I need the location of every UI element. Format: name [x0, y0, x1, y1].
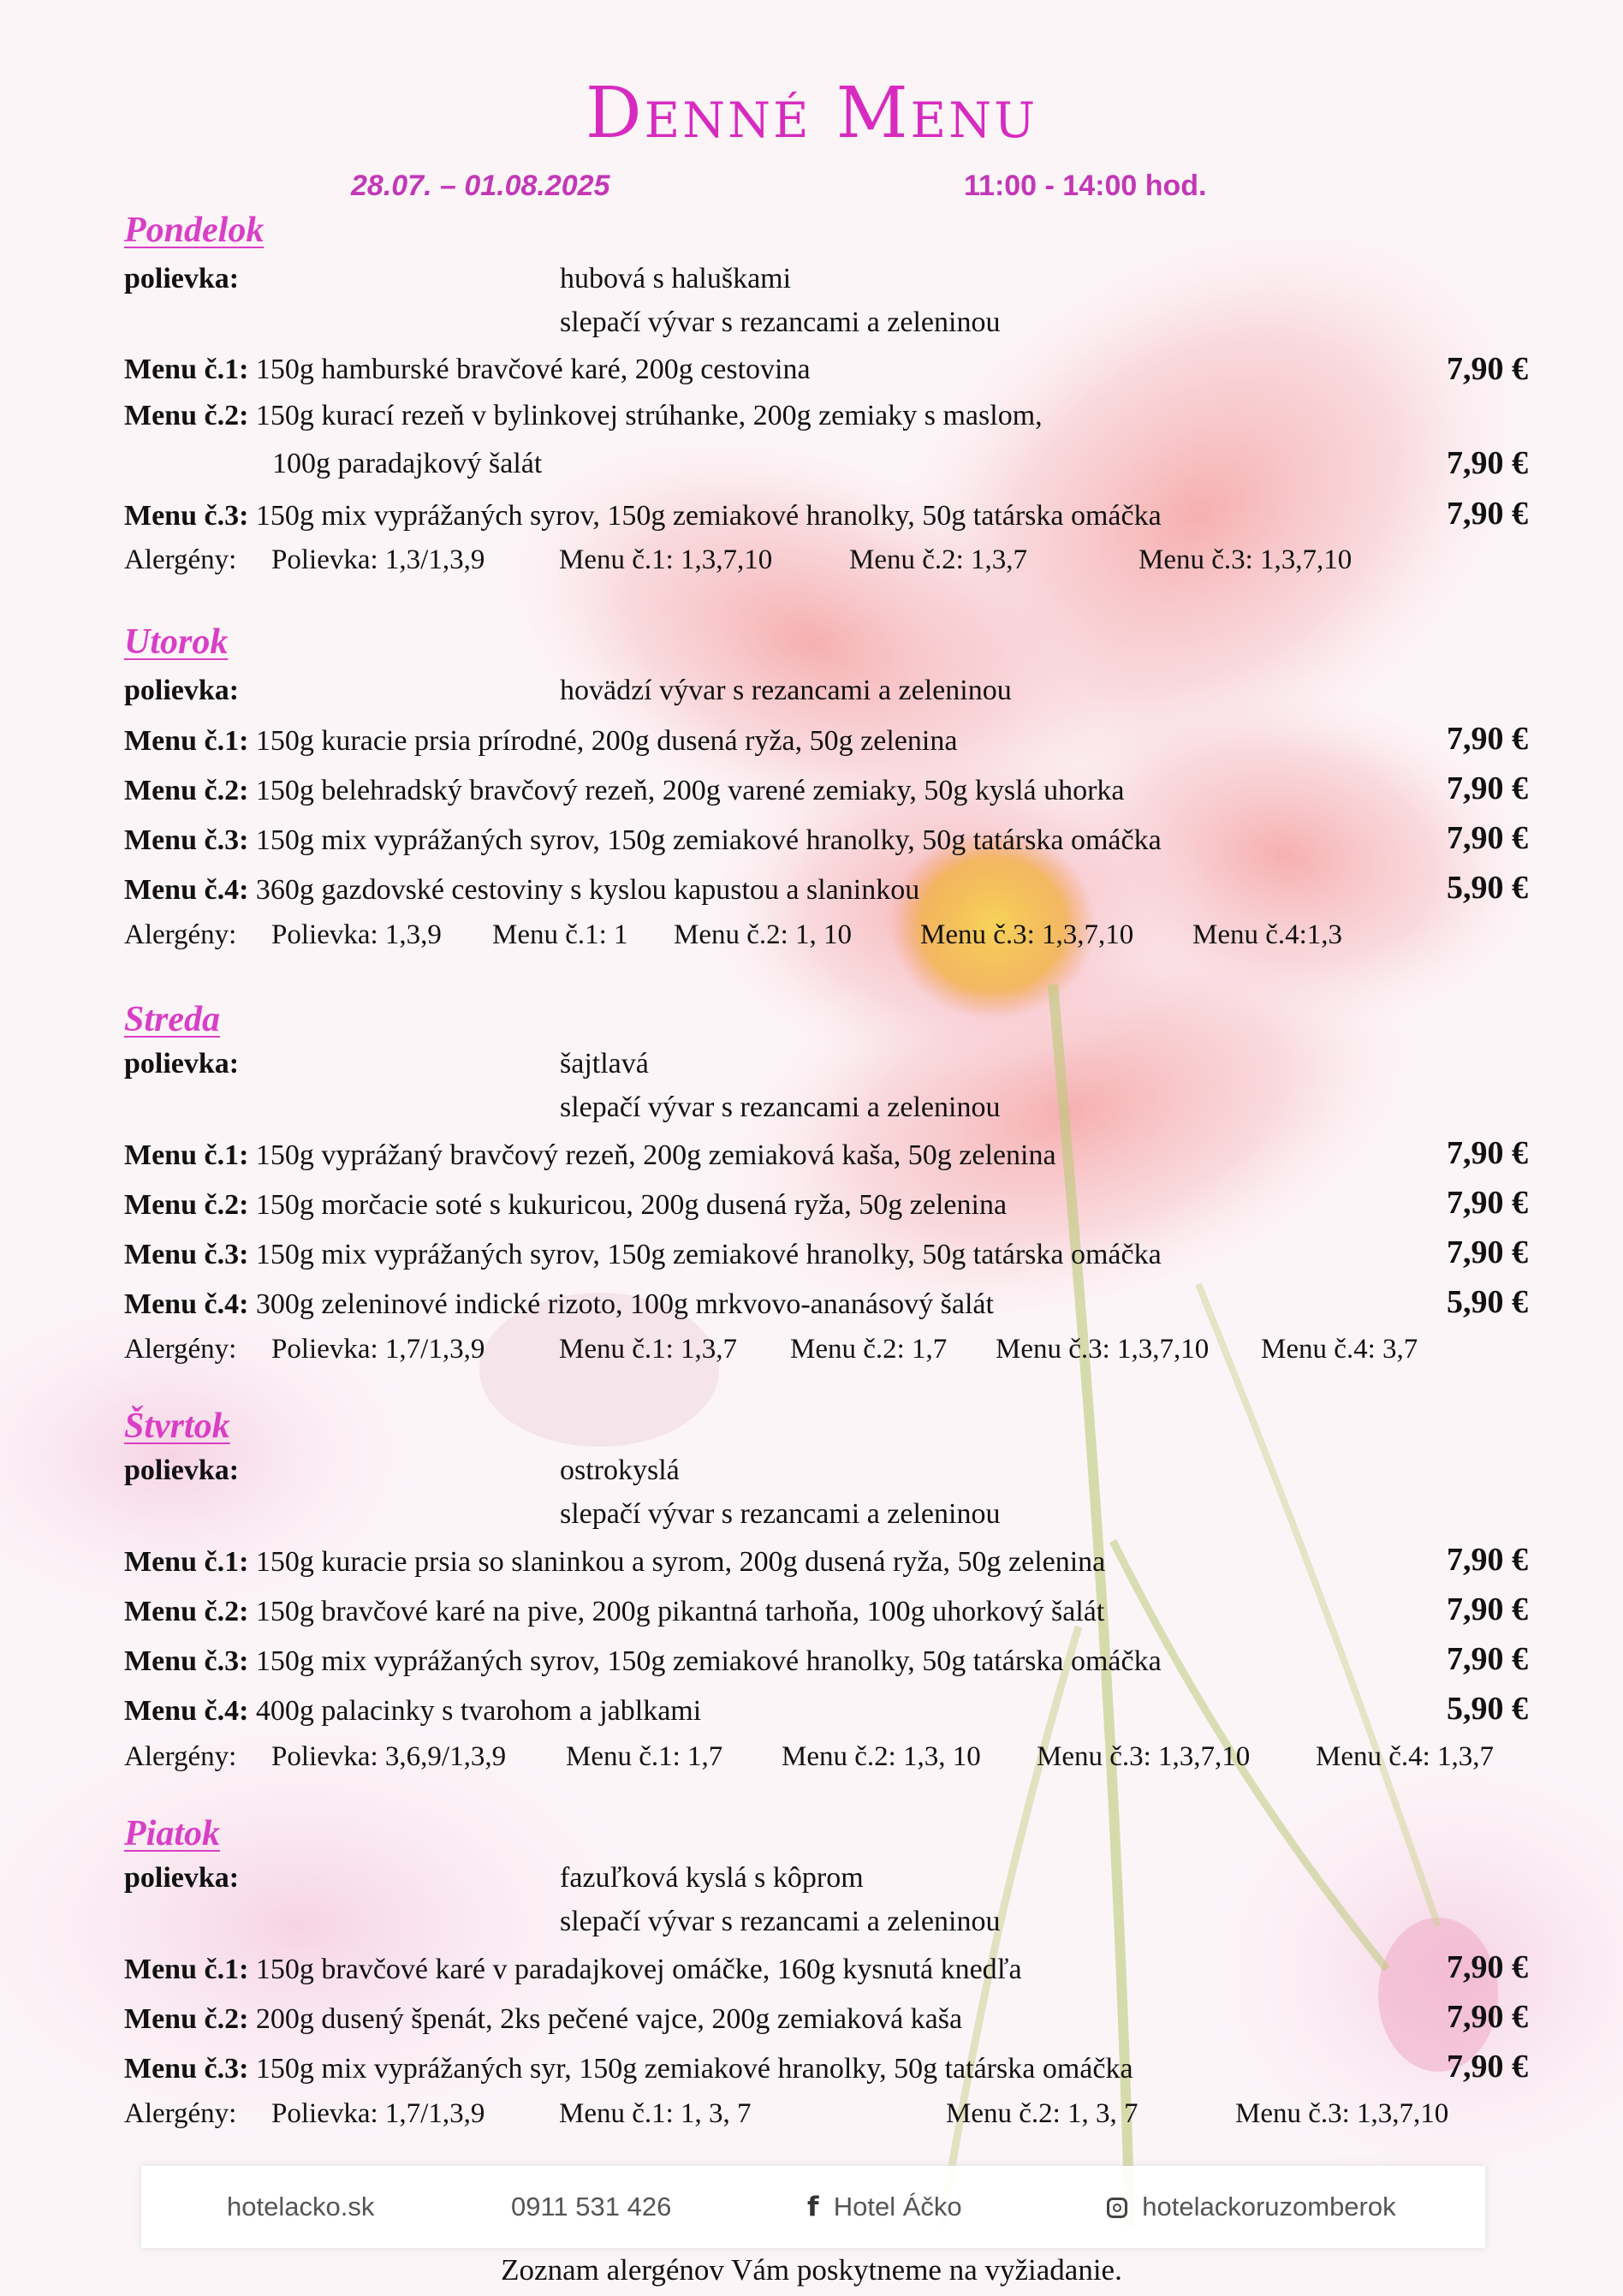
menu-item: Menu č.3: 150g mix vyprážaných syr, 150g zemiakové hranolky, 50g tatárska omáčka	[124, 2053, 1133, 2085]
menu-item-continuation: 100g paradajkový šalát	[272, 448, 543, 479]
day-heading-piatok: Piatok	[124, 1814, 220, 1853]
soup-item: slepačí vývar s rezancami a zeleninou	[560, 1498, 1001, 1530]
soup-label: polievka:	[124, 263, 240, 294]
menu-price: 7,90 €	[1447, 770, 1528, 806]
phone-number[interactable]: 0911 531 426	[511, 2192, 672, 2222]
menu-price: 5,90 €	[1447, 1691, 1528, 1727]
soup-item: slepačí vývar s rezancami a zeleninou	[560, 1091, 1001, 1123]
menu-price: 7,90 €	[1447, 1542, 1528, 1578]
menu-item: Menu č.2: 200g dusený špenát, 2ks pečené vajce, 200g zemiaková kaša	[124, 2003, 963, 2035]
menu-price: 7,90 €	[1447, 820, 1528, 856]
day-heading-pondelok: Pondelok	[124, 211, 265, 250]
page-title: Denné Menu	[585, 73, 1038, 154]
menu-item: Menu č.3: 150g mix vyprážaných syrov, 150g zemiakové hranolky, 50g tatárska omáčka	[124, 500, 1162, 532]
menu-price: 7,90 €	[1447, 721, 1528, 757]
facebook-label: Hotel Áčko	[833, 2192, 962, 2222]
menu-price: 7,90 €	[1447, 351, 1528, 387]
instagram-label: hotelackoruzomberok	[1142, 2192, 1396, 2222]
allergen-note: Zoznam alergénov Vám poskytneme na vyžiadanie.	[501, 2253, 1122, 2287]
menu-item: Menu č.1: 150g kuracie prsia prírodné, 200g dusená ryža, 50g zelenina	[124, 725, 958, 757]
menu-item: Menu č.3: 150g mix vyprážaných syrov, 150g zemiakové hranolky, 50g tatárska omáčka	[124, 824, 1162, 856]
menu-price: 7,90 €	[1447, 1185, 1528, 1221]
menu-item: Menu č.2: 150g belehradský bravčový rezeň, 200g varené zemiaky, 50g kyslá uhorka	[124, 775, 1125, 806]
day-heading-stvrtok: Štvrtok	[124, 1407, 230, 1446]
soup-item: slepačí vývar s rezancami a zeleninou	[560, 306, 1001, 338]
menu-item: Menu č.3: 150g mix vyprážaných syrov, 150g zemiakové hranolky, 50g tatárska omáčka	[124, 1239, 1162, 1270]
menu-price: 7,90 €	[1447, 1234, 1528, 1270]
menu-item: Menu č.4: 360g gazdovské cestoviny s kyslou kapustou a slaninkou	[124, 874, 920, 906]
soup-label: polievka:	[124, 1454, 240, 1486]
menu-page: Denné Menu 28.07. – 01.08.2025 11:00 - 14:00 hod. Pondelok polievka: hubová s haluškami slepačí vývar s rezancami a zeleninou Menu č.1: 150g hamburské bravčové karé, 200g cestovina 7,90 € Menu č.2: 150g kurací rezeň v bylinkovej strúhanke, 200g zemiaky s maslom, 100g paradajkový šalát 7,90 € Menu č.3: 150g mix vyprážaných syrov, 150g zemiakové hranolky, 50g tatárska omáčka 7,90 € Alergény: Polievka: 1,3/1,3,9 Menu č.1: 1,3,7,10 Menu č.2: 1,3,7 Menu č.3: 1,3,7,10 Utorok polievka: hovädzí vývar s rezancami a zeleninou Menu č.1: 150g kuracie prsia prírodné, 200g dusená ryža, 50g zelenina 7,90 € Menu č.2: 150g belehradský bravčový rezeň, 200g varené zemiaky, 50g kyslá uhorka 7,90 € Menu č.3: 150g mix vyprážaných syrov, 150g zemiakové hranolky, 50g tatárska omáčka 7,90 € Menu č.4: 360g gazdovské cestoviny s kyslou kapustou a slaninkou 5,90 € Alergény: Polievka: 1,3,9 Menu č.1: 1 Menu č.2: 1, 10 Menu č.3: 1,3,7,10 Menu č.4:1,3 Streda polievka: šajtlavá slepačí vývar s rezancami a zeleninou Menu č.1: 150g vyprážaný bravčový rezeň, 200g zemiaková kaša, 50g zelenina 7,90 € Menu č.2: 150g morčacie soté s kukuricou, 200g dusená ryža, 50g zelenina 7,90 € Menu č.3: 150g mix vyprážaných syrov, 150g zemiakové hranolky, 50g tatárska omáčka 7,90 € Menu č.4: 300g zeleninové indické rizoto, 100g mrkvovo-ananásový šalát 5,90 € Alergény: Polievka: 1,7/1,3,9 Menu č.1: 1,3,7 Menu č.2: 1,7 Menu č.3: 1,3,7,10 Menu č.4: 3,7 Štvrtok polievka: ostrokyslá slepačí vývar s rezancami a zeleninou Menu č.1: 150g kuracie prsia so slaninkou a syrom, 200g dusená ryža, 50g zelenina 7,90 € Menu č.2: 150g bravčové karé na pive, 200g pikantná tarhoňa, 100g uhorkový šalát 7,90 € Menu č.3: 150g mix vyprážaných syrov, 150g zemiakové hranolky, 50g tatárska omáčka 7,90 € Menu č.4: 400g palacinky s tvarohom a jablkami 5,90 € Alergény: Polievka: 3,6,9/1,3,9 Menu č.1: 1,7 Menu č.2: 1,3, 10 Menu č.3: 1,3,7,10 Menu č.4: 1,3,7 Piatok polievka: fazuľková kyslá s kôprom slepačí vývar s rezancami a zeleninou Menu č.1: 150g bravčové karé v paradajkovej omáčke, 160g kysnutá knedľa 7,90 € Menu č.2: 200g dusený špenát, 2ks pečené vajce, 200g zemiaková kaša 7,90 € Menu č.3: 150g mix vyprážaných syr, 150g zemiakové hranolky, 50g tatárska omáčka 7,90 € Alergény: Polievka: 1,7/1,3,9 Menu č.1: 1, 3, 7 Menu č.2: 1, 3, 7 Menu č.3: 1,3,7,10 hotelacko.sk 0911 531 426 f Hotel Áčko hotelackoruzomberok Zoznam alergénov Vám poskytneme na vyžiadanie.	[0, 0, 1623, 2296]
menu-item: Menu č.1: 150g hamburské bravčové karé, 200g cestovina	[124, 354, 811, 385]
menu-item: Menu č.4: 400g palacinky s tvarohom a jablkami	[124, 1695, 702, 1727]
soup-item: hubová s haluškami	[560, 263, 792, 294]
menu-price: 7,90 €	[1447, 2049, 1528, 2085]
instagram-link[interactable]	[1107, 2192, 1396, 2222]
menu-price: 5,90 €	[1447, 1284, 1528, 1320]
menu-item: Menu č.1: 150g vyprážaný bravčový rezeň, 200g zemiaková kaša, 50g zelenina	[124, 1139, 1056, 1171]
menu-item: Menu č.3: 150g mix vyprážaných syrov, 150g zemiakové hranolky, 50g tatárska omáčka	[124, 1645, 1162, 1677]
menu-item: Menu č.1: 150g bravčové karé v paradajkovej omáčke, 160g kysnutá knedľa	[124, 1954, 1022, 1985]
menu-item: Menu č.4: 300g zeleninové indické rizoto, 100g mrkvovo-ananásový šalát	[124, 1288, 994, 1320]
menu-price: 7,90 €	[1447, 1949, 1528, 1985]
date-range: 28.07. – 01.08.2025	[351, 170, 610, 202]
soup-item: hovädzí vývar s rezancami a zeleninou	[560, 675, 1012, 706]
soup-item: fazuľková kyslá s kôprom	[560, 1862, 864, 1894]
menu-item: Menu č.1: 150g kuracie prsia so slaninkou a syrom, 200g dusená ryža, 50g zelenina	[124, 1546, 1106, 1578]
menu-price: 7,90 €	[1447, 1135, 1528, 1171]
soup-item: ostrokyslá	[560, 1454, 680, 1486]
menu-item: Menu č.2: 150g bravčové karé na pive, 200g pikantná tarhoňa, 100g uhorkový šalát	[124, 1596, 1105, 1627]
menu-price: 7,90 €	[1447, 445, 1528, 481]
soup-label: polievka:	[124, 675, 240, 706]
soup-item: šajtlavá	[560, 1048, 649, 1080]
menu-price: 7,90 €	[1447, 496, 1528, 532]
day-heading-streda: Streda	[124, 1000, 221, 1039]
instagram-icon	[1107, 2198, 1127, 2218]
menu-item: Menu č.2: 150g kurací rezeň v bylinkovej strúhanke, 200g zemiaky s maslom,	[124, 400, 1043, 431]
soup-label: polievka:	[124, 1048, 240, 1080]
menu-price: 5,90 €	[1447, 870, 1528, 906]
serving-hours: 11:00 - 14:00 hod.	[964, 170, 1207, 202]
menu-price: 7,90 €	[1447, 1999, 1528, 2035]
day-heading-utorok: Utorok	[124, 622, 229, 662]
menu-price: 7,90 €	[1447, 1591, 1528, 1627]
website-link[interactable]: hotelacko.sk	[227, 2192, 375, 2222]
facebook-icon: f	[807, 2192, 819, 2222]
facebook-link[interactable]	[807, 2192, 962, 2222]
soup-item: slepačí vývar s rezancami a zeleninou	[560, 1906, 1001, 1937]
contact-bar	[141, 2166, 1485, 2248]
soup-label: polievka:	[124, 1862, 240, 1894]
menu-item: Menu č.2: 150g morčacie soté s kukuricou, 200g dusená ryža, 50g zelenina	[124, 1189, 1008, 1221]
menu-price: 7,90 €	[1447, 1641, 1528, 1677]
